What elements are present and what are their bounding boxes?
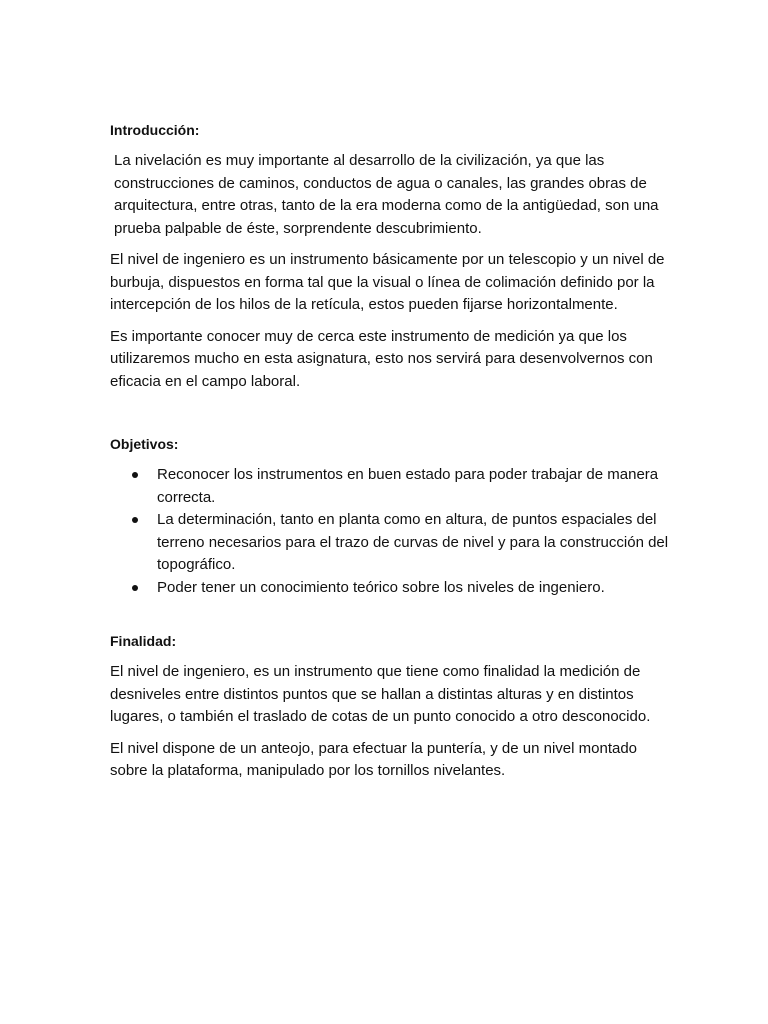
objetivos-heading: Objetivos: (110, 436, 179, 452)
list-item (110, 464, 670, 509)
finalidad-paragraph-1: El nivel de ingeniero, es un instrumento que tiene como finalidad la medición de desniveles entre distintos puntos que se hallan a distintas alturas y en distintos lugares, o también el traslado de cotas de un punto conocido a otro desconocido. (110, 663, 651, 725)
introduccion-heading: Introducción: (110, 122, 200, 138)
finalidad-paragraph-2: El nivel dispone de un anteojo, para efectuar la puntería, y de un nivel montado sobre la plataforma, manipulado por los tornillos nivelantes. (110, 739, 638, 779)
list-item (110, 509, 670, 577)
list-item-text: Poder tener un conocimiento teórico sobre los niveles de ingeniero. (157, 578, 605, 596)
list-item-text: La determinación, tanto en planta como en altura, de puntos espaciales del terreno necesarios para el trazo de curvas de nivel y para la construcción del topográfico. (157, 511, 669, 573)
list-item-text: Reconocer los instrumentos en buen estado para poder trabajar de manera correcta. (157, 466, 659, 506)
objetivos-list (110, 464, 670, 599)
finalidad-heading: Finalidad: (110, 633, 177, 649)
document-body (110, 119, 670, 792)
introduccion-paragraph-2: El nivel de ingeniero es un instrumento básicamente por un telescopio y un nivel de burbuja, dispuestos en forma tal que la visual o línea de colimación definido por la intercepción de los hilos de la retícula, estos pueden fijarse horizontalmente. (110, 251, 665, 313)
introduccion-paragraph-1: La nivelación es muy importante al desarrollo de la civilización, ya que las construcciones de caminos, conductos de agua o canales, las grandes obras de arquitectura, entre otras, tanto de la era moderna como de la antigüedad, son una prueba palpable de éste, sorprendente descubrimiento. (114, 152, 659, 237)
bullet-icon (132, 517, 138, 523)
list-item (110, 577, 670, 600)
bullet-icon (132, 585, 138, 591)
bullet-icon (132, 472, 138, 478)
introduccion-paragraph-3: Es importante conocer muy de cerca este instrumento de medición ya que los utilizaremos mucho en esta asignatura, esto nos servirá para desenvolvernos con eficacia en el campo laboral. (110, 327, 653, 390)
section-spacer (110, 402, 670, 433)
section-spacer (110, 599, 670, 630)
